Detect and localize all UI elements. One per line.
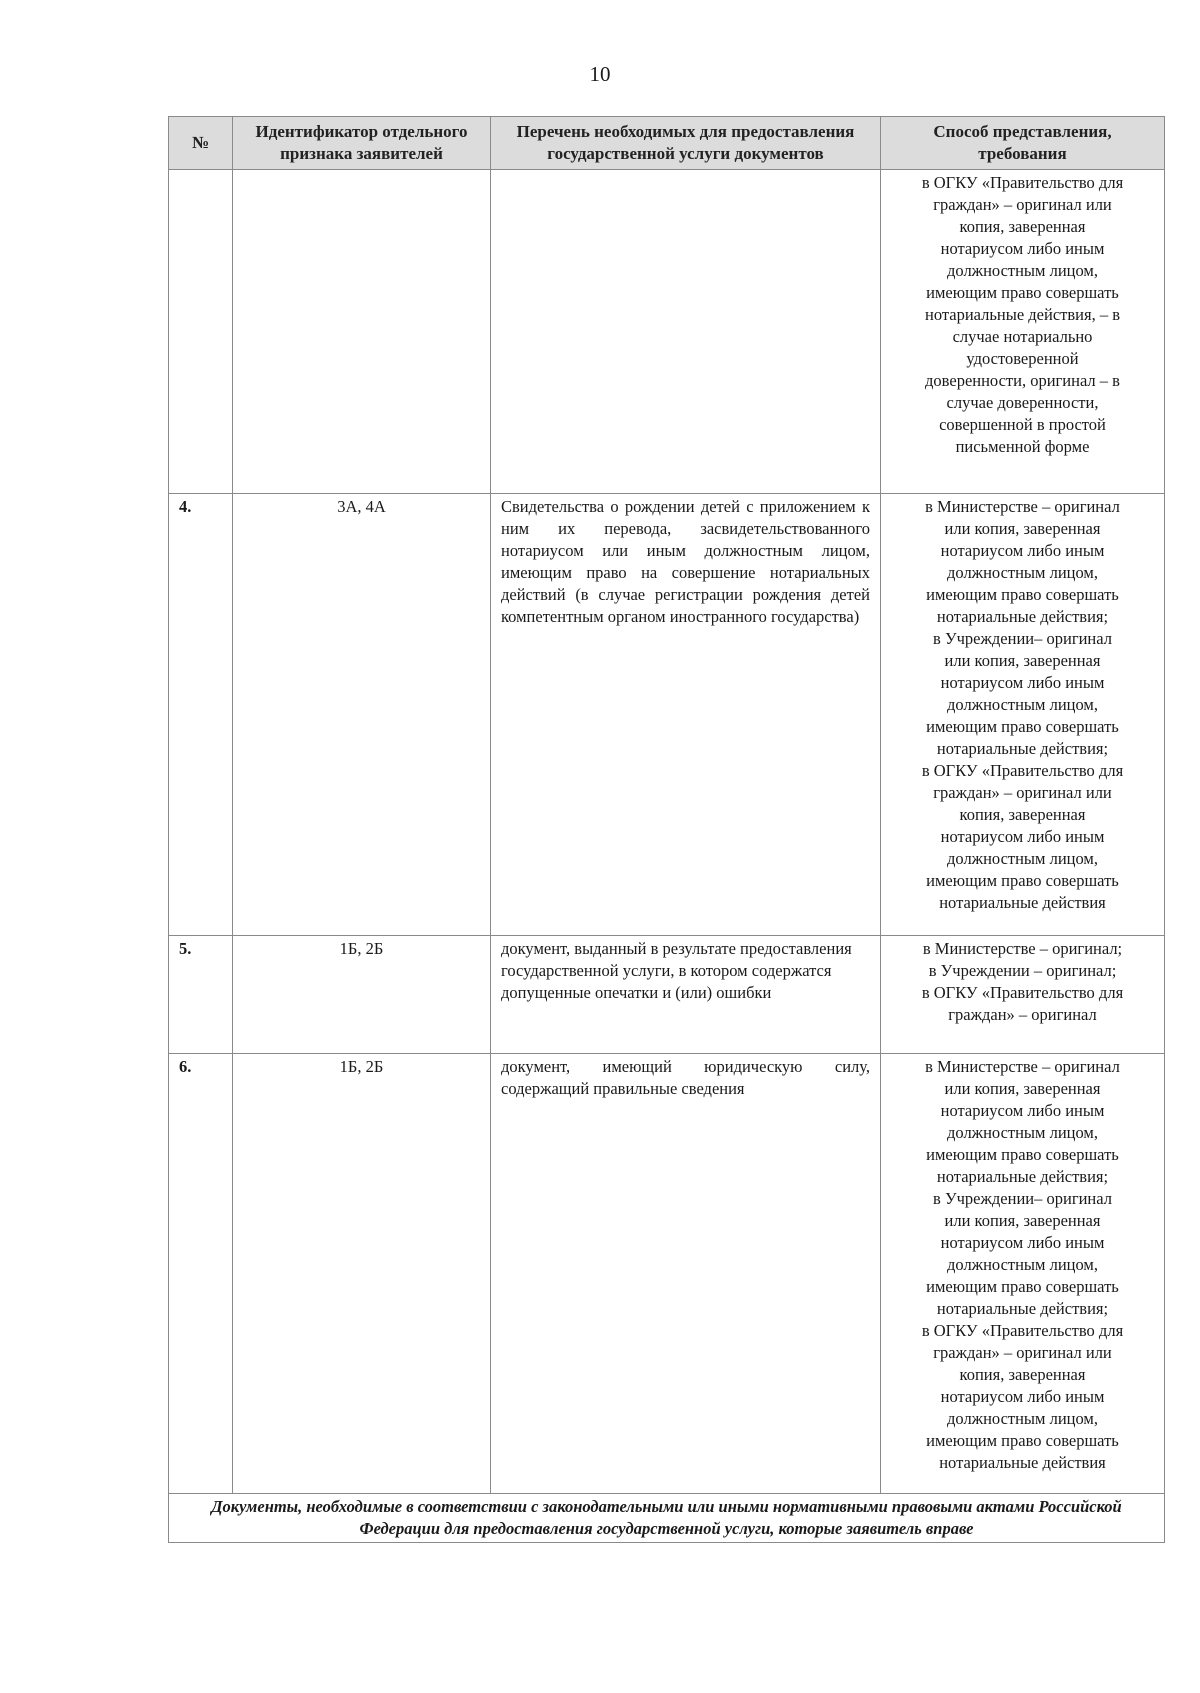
requirement-line: копия, заверенная [959, 805, 1086, 824]
requirement-line: в ОГКУ «Правительство для [921, 173, 1124, 192]
requirement-line: нотариусом либо иным [940, 673, 1105, 692]
requirement-line: должностным лицом, [947, 849, 1098, 868]
requirement-line: копия, заверенная [959, 1365, 1086, 1384]
cell-identifier: 1Б, 2Б [233, 936, 491, 1054]
cell-identifier: 3А, 4А [233, 494, 491, 936]
requirement-line: имеющим право совершать [926, 717, 1119, 736]
cell-requirements [881, 936, 1165, 1054]
cell-number: 6. [169, 1054, 233, 1494]
requirement-line: в Учреждении– оригинал [933, 629, 1112, 648]
requirement-line: граждан» – оригинал или [933, 195, 1112, 214]
requirement-line: граждан» – оригинал [948, 1005, 1097, 1024]
header-identifier: Идентификатор отдельного признака заявителей [233, 117, 491, 170]
cell-requirements [881, 1054, 1165, 1494]
requirement-line: в ОГКУ «Правительство для [921, 1321, 1124, 1340]
requirement-line: или копия, заверенная [944, 651, 1101, 670]
requirement-line: копия, заверенная [959, 217, 1086, 236]
requirement-line: должностным лицом, [947, 1409, 1098, 1428]
requirement-line: в ОГКУ «Правительство для [921, 983, 1124, 1002]
cell-identifier: 1Б, 2Б [233, 1054, 491, 1494]
requirement-line: случае доверенности, [946, 393, 1099, 412]
table-row [169, 1054, 1165, 1494]
page-number: 10 [589, 62, 611, 86]
header-documents-list: Перечень необходимых для предоставления государственной услуги документов [491, 117, 881, 170]
requirement-line: или копия, заверенная [944, 1079, 1101, 1098]
requirement-line: нотариальные действия; [936, 1299, 1109, 1318]
requirement-line: нотариусом либо иным [940, 827, 1105, 846]
table-header-row [169, 117, 1165, 170]
documents-table [168, 116, 1165, 1543]
header-number: № [169, 117, 233, 170]
requirement-line: имеющим право совершать [926, 1145, 1119, 1164]
requirement-line: в Учреждении– оригинал [933, 1189, 1112, 1208]
requirement-line: имеющим право совершать [926, 283, 1119, 302]
requirement-line: в Учреждении – оригинал; [928, 961, 1117, 980]
table-row [169, 494, 1165, 936]
requirement-line: в Министерстве – оригинал [925, 1057, 1120, 1076]
requirement-line: нотариальные действия; [936, 1167, 1109, 1186]
cell-number: 4. [169, 494, 233, 936]
header-submission-method: Способ представления, требования [881, 117, 1165, 170]
requirement-line: нотариусом либо иным [940, 541, 1105, 560]
requirement-line: имеющим право совершать [926, 1277, 1119, 1296]
requirement-line: в ОГКУ «Правительство для [921, 761, 1124, 780]
requirement-line: совершенной в простой [939, 415, 1106, 434]
cell-identifier [233, 170, 491, 494]
requirement-line: удостоверенной [966, 349, 1079, 368]
requirement-line: должностным лицом, [947, 563, 1098, 582]
requirement-line: имеющим право совершать [926, 1431, 1119, 1450]
requirement-line: должностным лицом, [947, 1255, 1098, 1274]
requirement-line: нотариальные действия [939, 893, 1106, 912]
requirement-line: доверенности, оригинал – в [925, 371, 1120, 390]
requirement-line: нотариальные действия [939, 1453, 1106, 1472]
requirement-line: нотариусом либо иным [940, 239, 1105, 258]
requirement-line: или копия, заверенная [944, 519, 1101, 538]
requirement-line: случае нотариально [952, 327, 1093, 346]
requirement-line: имеющим право совершать [926, 585, 1119, 604]
cell-documents: документ, выданный в результате предоставления государственной услуги, в котором содержатся допущенные опечатки и (или) ошибки [491, 936, 881, 1054]
table-row [169, 936, 1165, 1054]
cell-number [169, 170, 233, 494]
section-heading: Документы, необходимые в соответствии с законодательными или иными нормативными правовыми актами Российской Федерации для предоставления государственной услуги, которые заявитель вправе [169, 1494, 1165, 1543]
cell-requirements [881, 170, 1165, 494]
requirement-line: письменной форме [955, 437, 1090, 456]
requirement-line: нотариусом либо иным [940, 1101, 1105, 1120]
requirement-line: граждан» – оригинал или [933, 1343, 1112, 1362]
cell-documents: документ, имеющий юридическую силу, содержащий правильные сведения [491, 1054, 881, 1494]
requirement-line: граждан» – оригинал или [933, 783, 1112, 802]
requirement-line: в Министерстве – оригинал; [922, 939, 1123, 958]
requirement-line: нотариальные действия, – в [925, 305, 1120, 324]
cell-documents [491, 170, 881, 494]
cell-number: 5. [169, 936, 233, 1054]
requirement-line: имеющим право совершать [926, 871, 1119, 890]
requirement-line: нотариусом либо иным [940, 1387, 1105, 1406]
cell-requirements [881, 494, 1165, 936]
table-row-continuation [169, 170, 1165, 494]
requirement-line: нотариусом либо иным [940, 1233, 1105, 1252]
requirement-line: должностным лицом, [947, 695, 1098, 714]
cell-documents: Свидетельства о рождении детей с приложением к ним их перевода, засвидетельствованного нотариусом или иным должностным лицом, имеющим право на совершение нотариальных действий (в случае регистрации рождения детей компетентным органом иностранного государства) [491, 494, 881, 936]
requirement-line: должностным лицом, [947, 261, 1098, 280]
table-footer-row [169, 1494, 1165, 1543]
requirement-line: в Министерстве – оригинал [925, 497, 1120, 516]
requirement-line: или копия, заверенная [944, 1211, 1101, 1230]
requirement-line: нотариальные действия; [936, 607, 1109, 626]
requirement-line: нотариальные действия; [936, 739, 1109, 758]
requirement-line: должностным лицом, [947, 1123, 1098, 1142]
